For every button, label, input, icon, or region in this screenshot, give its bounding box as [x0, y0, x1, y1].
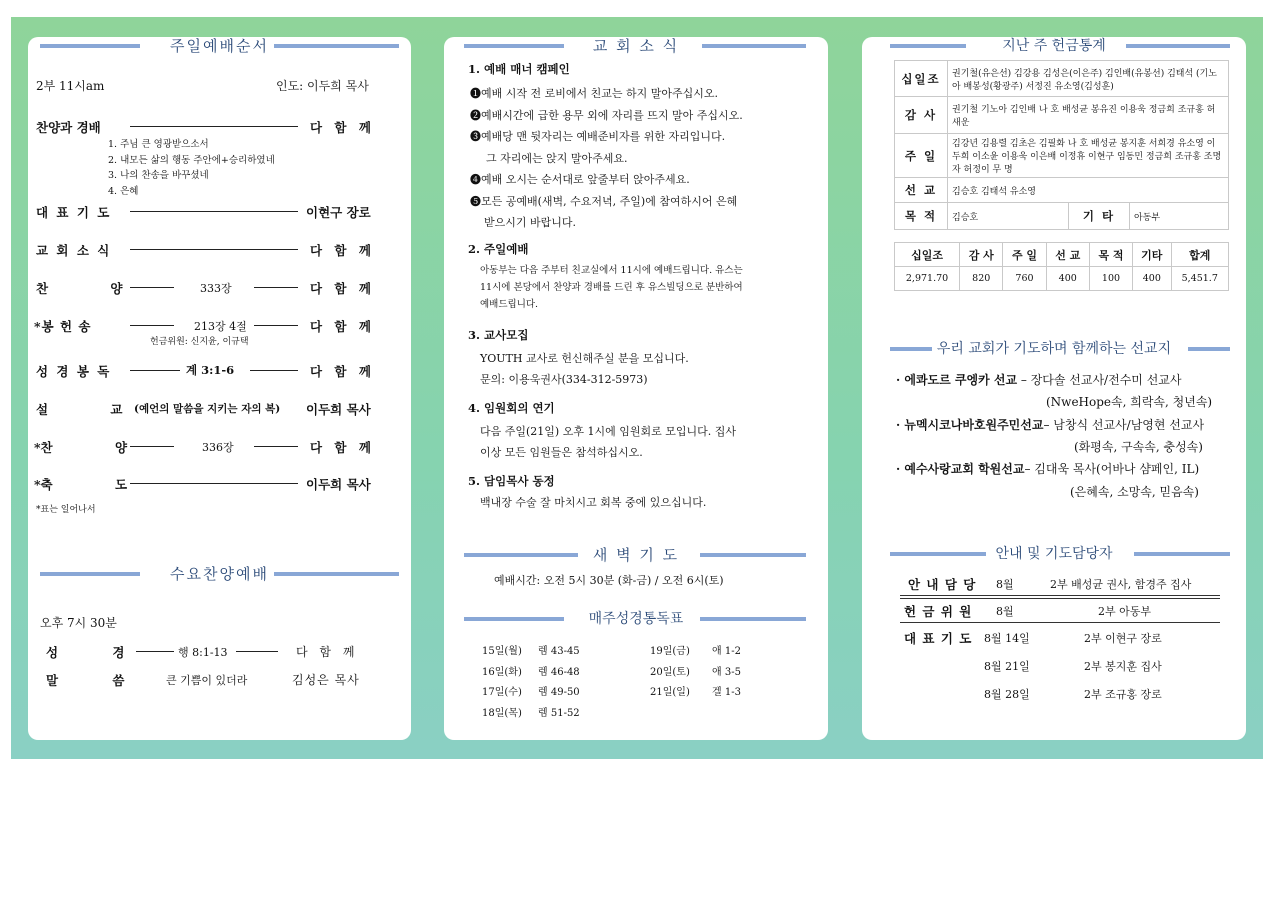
section-header	[862, 339, 1246, 359]
mission-sub: (NweHope속, 희락속, 청년속)	[1046, 395, 1213, 409]
offering-title: 지난 주 헌금통계	[1002, 38, 1106, 54]
duty-who: 2부 조규홍 장로	[1084, 688, 1162, 701]
duty-role: 헌 금 위 원	[904, 604, 973, 619]
news-title: 교 회 소 식	[592, 37, 680, 55]
news-s5-title: 5. 담임목사 동정	[468, 474, 555, 488]
wednesday-title: 수요찬양예배	[170, 565, 269, 583]
mission-item: · 뉴멕시코나바호원주민선교– 남창식 선교사/남영현 선교사	[896, 418, 1205, 432]
offering-table: 십일조 권기철(유은선) 김강용 김성은(이은주) 김인배(유봉선) 김태석 (기노아 배봉성(황광주) 서정진 유소영(김성훈) 감 사 권기철 기노아 김인배 나 호 배성균 봉유진 이용욱 정금희 조규홍 허새운 주 일 김강년 김용렬 김초은 김필화 나 호 배성균 봉지훈 서희경 유소영 이두희 이소윤 이용욱 이은배 이정휴 이현구 임동민 정금희 조규홍 조명자 허정이 무 명 선 교 김승호 김태석 유소영 목 적 김승호 기 타 아동부	[894, 60, 1229, 230]
wed-item-mid: 행 8:1-13	[178, 646, 228, 659]
news-s2-title: 2. 주일예배	[468, 242, 529, 256]
news-s4-title: 4. 임원회의 연기	[468, 401, 555, 415]
duty-title: 안내 및 기도담당자	[995, 546, 1113, 562]
news-s3-body: YOUTH 교사로 헌신해주실 분을 모십니다. 문의: 이용욱권사(334-312-5973)	[480, 352, 689, 386]
order-item-name: *찬 양	[34, 440, 128, 455]
duty-when: 8월 14일	[984, 632, 1030, 645]
footnote: *표는 일어나서	[36, 505, 96, 515]
order-item-name: *축 도	[34, 477, 128, 492]
order-item-who: 다 함 께	[310, 364, 375, 379]
offering-summary-table: 십일조 감 사 주 일 선 교 목 적 기타 합계 2,971.70 820 760 400 100 400 5,451.7	[894, 242, 1229, 291]
section-header	[444, 545, 828, 565]
news-s1-title: 1. 예배 매너 캠페인	[468, 62, 570, 76]
order-item-who: 이두희 목사	[306, 402, 371, 417]
duty-when: 8월 28일	[984, 688, 1030, 701]
section-header	[862, 544, 1246, 564]
service-leader: 인도: 이두희 목사	[276, 79, 369, 93]
mission-sub: (화평속, 구속속, 충성속)	[1074, 440, 1203, 454]
order-item-mid: (예언의 말씀을 지키는 자의 복)	[134, 403, 281, 415]
duty-role: 안 내 담 당	[908, 577, 977, 592]
section-header	[444, 36, 828, 56]
section-header	[862, 36, 1246, 56]
reading-right: 19일(금) 애 1-2 20일(토) 애 3-5 21일(일) 겔 1-3	[650, 646, 741, 698]
order-item-who: 이두희 목사	[306, 477, 371, 492]
wed-item-who: 김성은 목사	[292, 673, 360, 687]
duty-who: 2부 봉지훈 집사	[1084, 660, 1162, 673]
offering-mission-panel	[862, 37, 1246, 740]
section-header	[28, 564, 411, 584]
song-list: 1. 주님 큰 영광받으소서 2. 내모든 삶의 행동 주안에+승리하였네 3. 나의 찬송을 바꾸셨네 4. 은혜	[108, 139, 275, 197]
duty-when: 8월	[996, 605, 1014, 618]
sunday-title: 주일예배순서	[170, 37, 269, 55]
news-s1-list: ❶예배 시작 전 로비에서 친교는 하지 말아주십시오. ❷예배시간에 급한 용무 외에 자리를 뜨지 말아 주십시오. ❸예배당 맨 뒷자리는 예배준비자를 위한 자리입니다. 그 자리에는 앉지 말아주세요. ❹예배 오시는 순서대로 앞줄부터 앉아주세요. ❺모든 공예배(새벽, 수요저녁, 주일)에 참여하시어 은혜 받으시기 바랍니다.	[470, 87, 743, 229]
wed-item-name: 성 경	[46, 645, 125, 660]
order-item-who: 다 함 께	[310, 243, 375, 258]
order-item-who: 다 함 께	[310, 319, 375, 334]
wed-item-mid: 큰 기쁨이 있더라	[166, 674, 248, 687]
section-header	[28, 36, 411, 56]
order-item-who: 이현구 장로	[306, 205, 371, 220]
duty-who: 2부 배성균 권사, 함경주 집사	[1050, 578, 1192, 591]
order-item-who: 다 함 께	[310, 281, 375, 296]
order-item-name: 성 경 봉 독	[36, 364, 112, 379]
news-s3-title: 3. 교사모집	[468, 328, 529, 342]
wednesday-time: 오후 7시 30분	[40, 616, 117, 630]
duty-when: 8월	[996, 578, 1014, 591]
duty-who: 2부 이현구 장로	[1084, 632, 1162, 645]
order-item-mid: 213장 4절	[194, 320, 247, 333]
order-item-mid: 336장	[202, 441, 234, 454]
order-item-name: 찬양과 경배	[36, 120, 101, 135]
order-item-mid: 333장	[200, 282, 232, 295]
order-item-name: 대 표 기 도	[36, 205, 112, 220]
worship-order-panel	[28, 37, 411, 740]
church-news-panel	[444, 37, 828, 740]
order-item-name: 찬 양	[36, 281, 123, 296]
mission-item: · 에콰도르 쿠엥카 선교 – 장다솔 선교사/전수미 선교사	[896, 373, 1182, 387]
order-item-who: 다 함 께	[310, 120, 375, 135]
mission-sub: (은혜속, 소망속, 믿음속)	[1070, 485, 1199, 499]
news-s2-body: 아동부는 다음 주부터 친교실에서 11시에 예배드립니다. 유스는 11시에 본당에서 찬양과 경배를 드린 후 유스빌딩으로 분반하여 예배드립니다.	[480, 265, 743, 310]
order-item-who: 다 함 께	[310, 440, 375, 455]
dawn-title: 새 벽 기 도	[592, 546, 680, 564]
news-s5-body: 백내장 수술 잘 마치시고 회복 중에 있으십니다.	[480, 496, 707, 509]
duty-when: 8월 21일	[984, 660, 1030, 673]
order-item-name: 설 교	[36, 402, 123, 417]
dawn-text: 예배시간: 오전 5시 30분 (화-금) / 오전 6시(토)	[494, 574, 724, 587]
order-item-mid: 계 3:1-6	[186, 363, 235, 377]
order-item-name: *봉 헌 송	[34, 319, 92, 334]
duty-role: 대 표 기 도	[904, 631, 973, 646]
section-header	[444, 609, 828, 629]
order-item-name: 교 회 소 식	[36, 243, 112, 258]
duty-who: 2부 아동부	[1098, 605, 1151, 618]
mission-item: · 예수사랑교회 학원선교– 김대욱 목사(어바나 샴페인, IL)	[896, 462, 1200, 476]
reading-title: 매주성경통독표	[588, 611, 684, 627]
reading-left: 15일(월) 렘 43-45 16일(화) 렘 46-48 17일(수) 렘 49-50 18일(목) 렘 51-52	[482, 646, 580, 719]
offering-note: 헌금위원: 신지윤, 이규택	[150, 337, 249, 347]
wed-item-who: 다 함 께	[296, 645, 359, 659]
missions-title: 우리 교회가 기도하며 함께하는 선교지	[936, 341, 1172, 357]
service-time: 2부 11시am	[36, 79, 105, 93]
news-s4-body: 다음 주일(21일) 오후 1시에 임원회로 모입니다. 집사 이상 모든 임원들은 참석하십시오.	[480, 425, 736, 459]
wed-item-name: 말 씀	[46, 673, 125, 688]
